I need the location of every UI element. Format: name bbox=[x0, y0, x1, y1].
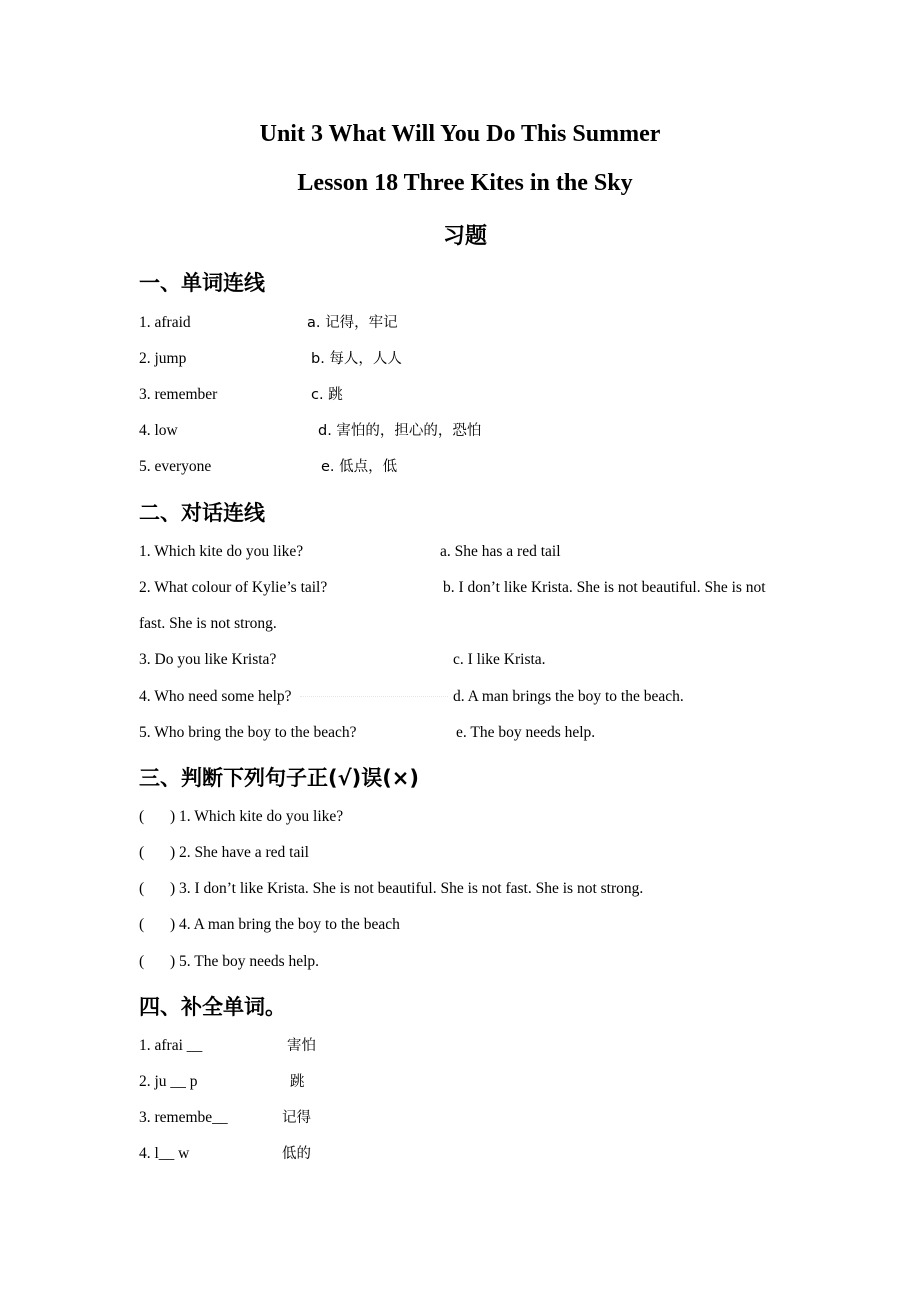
dialogue-question: 2. What colour of Kylie’s tail? bbox=[139, 579, 328, 596]
judgement-item: 5. The boy needs help. bbox=[179, 953, 320, 970]
judgement-item: 1. Which kite do you like? bbox=[179, 808, 344, 825]
section2-heading: 二、对话连线 bbox=[139, 501, 265, 525]
answer-bracket-open: ( bbox=[139, 808, 145, 825]
meaning-item: e. 低点，低 bbox=[321, 459, 398, 475]
fill-word: 3. remembe__ bbox=[139, 1109, 228, 1126]
word-item: 3. remember bbox=[139, 386, 218, 403]
section3-heading: 三、判断下列句子正(√)误(×) bbox=[139, 766, 419, 790]
answer-bracket-open: ( bbox=[139, 916, 145, 933]
answer-bracket-open: ( bbox=[139, 953, 145, 970]
meaning-item: a. 记得，牢记 bbox=[307, 315, 398, 331]
meaning-item: d. 害怕的，担心的，恐怕 bbox=[318, 423, 482, 439]
fill-meaning: 低的 bbox=[282, 1146, 311, 1162]
word-item: 1. afraid bbox=[139, 314, 191, 331]
answer-bracket-close: ) bbox=[170, 844, 176, 861]
answer-bracket-close: ) bbox=[170, 916, 176, 933]
meaning-item: b. 每人，人人 bbox=[311, 351, 402, 367]
lesson-title: Lesson 18 Three Kites in the Sky bbox=[297, 170, 633, 196]
judgement-item: 3. I don’t like Krista. She is not beautiful. She is not fast. She is not strong. bbox=[179, 880, 644, 897]
fill-word: 1. afrai __ bbox=[139, 1037, 203, 1054]
word-item: 4. low bbox=[139, 422, 178, 439]
fill-word: 4. l__ w bbox=[139, 1145, 190, 1162]
answer-bracket-open: ( bbox=[139, 844, 145, 861]
dialogue-answer: b. I don’t like Krista. She is not beautiful. She is not bbox=[443, 579, 766, 596]
answer-bracket-close: ) bbox=[170, 953, 176, 970]
word-item: 2. jump bbox=[139, 350, 187, 367]
answer-bracket-open: ( bbox=[139, 880, 145, 897]
dialogue-question: 1. Which kite do you like? bbox=[139, 543, 304, 560]
dialogue-answer: e. The boy needs help. bbox=[456, 724, 596, 741]
judgement-item: 4. A man bring the boy to the beach bbox=[179, 916, 400, 933]
answer-bracket-close: ) bbox=[170, 808, 176, 825]
unit-title: Unit 3 What Will You Do This Summer bbox=[259, 121, 661, 147]
meaning-item: c. 跳 bbox=[311, 387, 343, 403]
section4-heading: 四、补全单词。 bbox=[139, 995, 286, 1019]
dialogue-question: 3. Do you like Krista? bbox=[139, 651, 277, 668]
fill-meaning: 害怕 bbox=[287, 1038, 316, 1054]
dotted-divider bbox=[300, 696, 448, 697]
exercise-title: 习题 bbox=[442, 224, 487, 249]
fill-meaning: 记得 bbox=[282, 1110, 311, 1126]
dialogue-answer: a. She has a red tail bbox=[440, 543, 561, 560]
fill-meaning: 跳 bbox=[290, 1074, 305, 1090]
dialogue-answer: c. I like Krista. bbox=[453, 651, 546, 668]
section1-heading: 一、单词连线 bbox=[139, 271, 265, 295]
judgement-item: 2. She have a red tail bbox=[179, 844, 309, 861]
dialogue-question: 4. Who need some help? bbox=[139, 688, 292, 705]
dialogue-answer: d. A man brings the boy to the beach. bbox=[453, 688, 684, 705]
dialogue-answer-continued: fast. She is not strong. bbox=[139, 615, 277, 632]
dialogue-question: 5. Who bring the boy to the beach? bbox=[139, 724, 357, 741]
answer-bracket-close: ) bbox=[170, 880, 176, 897]
word-item: 5. everyone bbox=[139, 458, 212, 475]
fill-word: 2. ju __ p bbox=[139, 1073, 198, 1090]
